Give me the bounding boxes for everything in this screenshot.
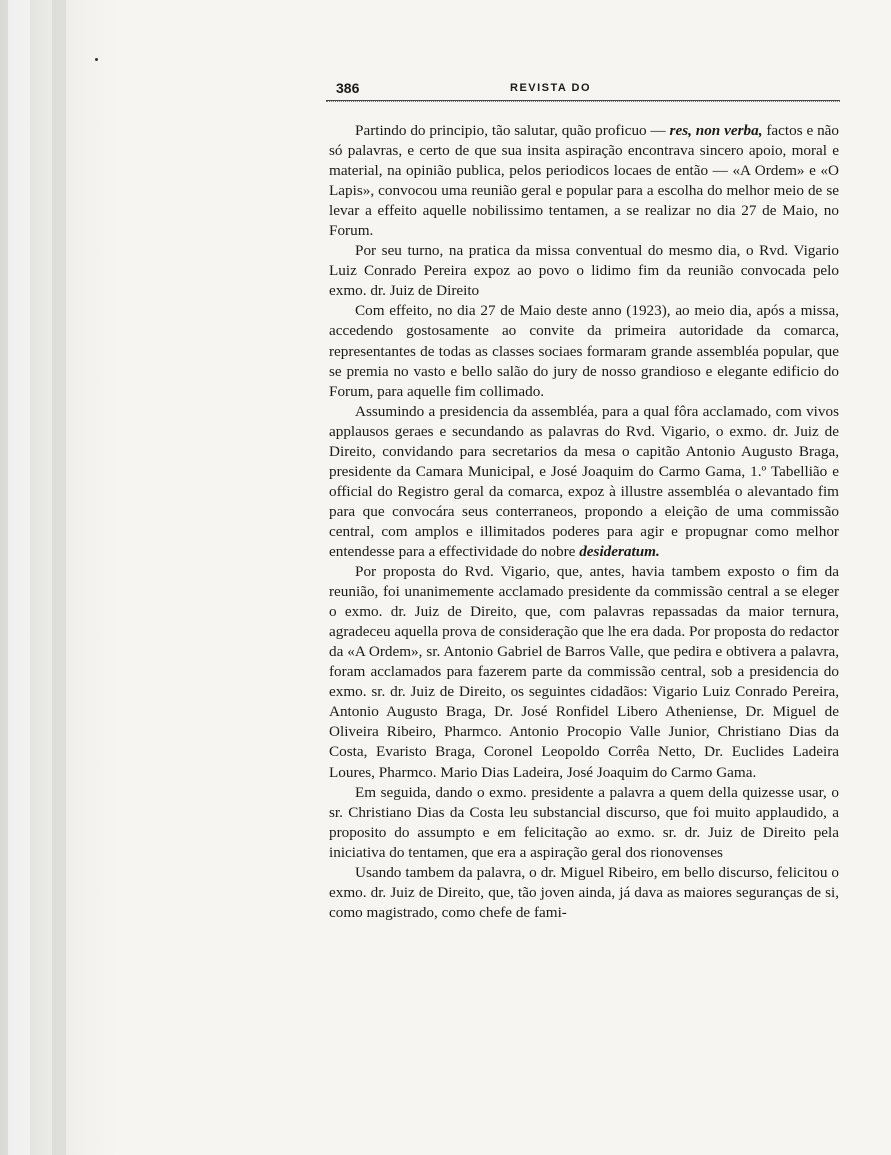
paragraph [329,301,839,401]
scan-streak [8,0,30,1155]
paragraph-text: Em seguida, dando o exmo. presidente a palavra a quem della quizesse usar, o sr. Christiano Dias da Costa leu substancial discurso, que foi muito applaudido, a proposito do assumpto e em felicitação ao exmo. sr. dr. Juiz de Direito pela iniciativa do tentamen, que era a aspiração geral dos rionovenses [329,783,839,861]
paragraph-text: Com effeito, no dia 27 de Maio deste anno (1923), ao meio dia, após a missa, accedendo gostosamente ao convite da primeira autoridade da comarca, representantes de todas as classes sociaes formaram grande assembléa popular, que se premia no vasto e bello salão do jury de nosso grandioso e elegante edificio do Forum, para aquelle fim collimado. [329,302,839,400]
page-number: 386 [336,80,360,96]
scan-speck [95,58,98,61]
paragraph-text: Por proposta do Rvd. Vigario, que, antes, havia tambem exposto o fim da reunião, foi unanimemente acclamado presidente da commissão central a se eleger o exmo. dr. Juiz de Direito, que, com palavras repassadas da maior ternura, agradeceu aquella prova de consideração que lhe era dada. Por proposta do redactor da «A Ordem», sr. Antonio Gabriel de Barros Valle, que pedira e obtivera a palavra, foram acclamados para fazerem parte da commissão central, sob a presidencia do exmo. sr. dr. Juiz de Direito, os seguintes cidadãos: Vigario Luiz Conrado Pereira, Antonio Augusto Braga, Dr. José Ronfidel Libero Atheniense, Dr. Miguel de Oliveira Ribeiro, Pharmco. Antonio Procopio Valle Junior, Christiano Dias da Costa, Evaristo Braga, Coronel Leopoldo Corrêa Netto, Dr. Euclides Ladeira Loures, Pharmco. Mario Dias Ladeira, José Joaquim do Carmo Gama. [329,563,839,781]
paragraph-text: Por seu turno, na pratica da missa conventual do mesmo dia, o Rvd. Vigario Luiz Conrado Pereira expoz ao povo o lidimo fim da reunião convocada pelo exmo. dr. Juiz de Direito [329,242,839,300]
emphasis: desideratum. [579,542,660,560]
paragraph-text: Partindo do principio, tão salutar, quão proficuo — [355,122,670,139]
paragraph-text: factos e não só palavras, e certo de que sua insita aspiração encontrava sincero apoio, moral e material, na opinião publica, pelos periodicos locaes de então — «A Ordem» e «O Lapis», convocou uma reunião geral e popular para a escolha do melhor meio de se levar a effeito aquelle nobilissimo tentamen, a se realizar no dia 27 de Maio, no Forum. [329,122,840,240]
scan-streak [52,0,66,1155]
paragraph-text: Usando tambem da palavra, o dr. Miguel Ribeiro, em bello discurso, felicitou o exmo. dr. Juiz de Direito, que, tão joven ainda, já dava as maiores seguranças de si, como magistrado, como chefe de fami- [329,863,839,921]
article-body [329,121,839,923]
emphasis: res, non verba, [669,122,763,139]
paragraph-text: Assumindo a presidencia da assembléa, para a qual fôra acclamado, com vivos applausos geraes e secundando as palavras do Rvd. Vigario, o exmo. dr. Juiz de Direito, convidando para secretarios da mesa o capitão Antonio Augusto Braga, presidente da Camara Municipal, e José Joaquim do Carmo Gama, 1.º Tabellião e official do Registro geral da comarca, expoz à illustre assembléa o alevantado fim para que convocára seus conterraneos, propondo a eleição de uma commissão central, com amplos e illimitados poderes para agir e propugnar como melhor entendesse para a effectividade do nobre [329,402,839,560]
page [326,76,842,98]
paragraph [329,402,839,562]
header-rule [326,100,840,102]
paragraph [329,241,839,301]
paragraph [329,121,839,241]
scan-margin [0,0,118,1155]
journal-title: REVISTA DO [510,82,592,94]
paragraph [329,863,839,923]
running-header [326,76,842,98]
paragraph [329,562,839,783]
paragraph [329,783,839,863]
